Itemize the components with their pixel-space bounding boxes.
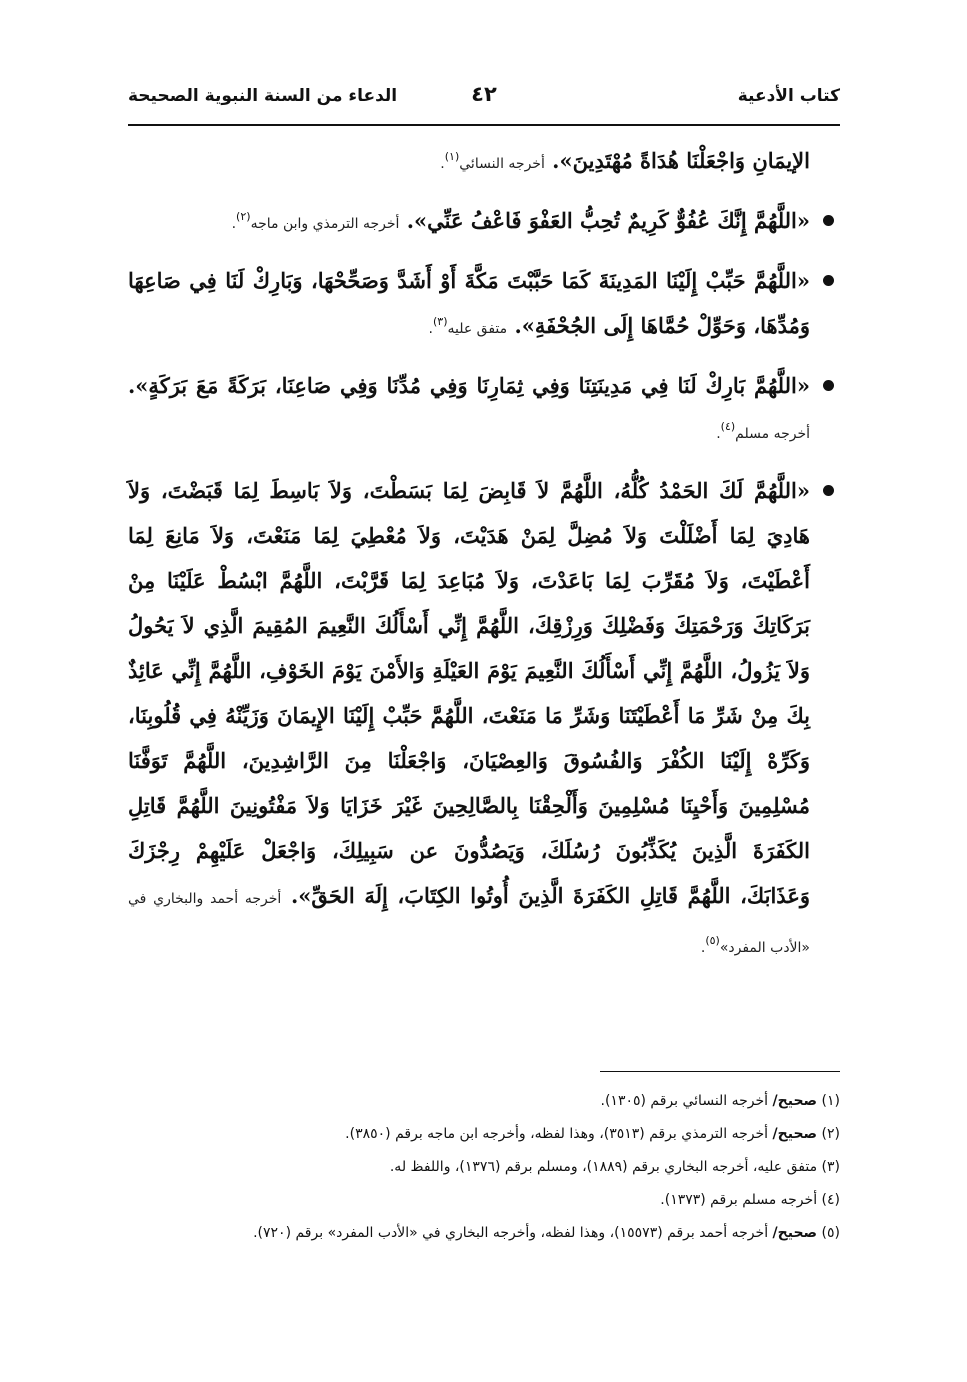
dua-text: «اللَّهُمَّ حَبِّبْ إِلَيْنَا المَدِينَةَ كَمَا حَبَّبْتَ مَكَّةَ أَوْ أَشَدَّ وَصَحِّحْهَا، وَبَارِكْ لَنَا فِي صَاعِهَا وَمُدِّهَا، وَحَوِّلْ حُمَّاهَا إِلَى الجُحْفَةِ». [128,268,810,338]
footnote-ref: (٣) [432,315,448,328]
running-title: الدعاء من السنة النبوية الصحيحة [128,86,398,106]
dua-text: «اللَّهُمَّ بَارِكْ لَنَا فِي مَدِينَتِنَا وَفِي ثِمَارِنَا وَفِي مُدِّنَا وَفِي صَاعِنَا، بَرَكَةً مَعَ بَرَكَةٍ». [128,373,810,398]
footnote-ref: (١) [444,150,460,163]
source-attribution: متفق عليه [447,321,508,337]
footnote-text: أخرجه الترمذي برقم (٣٥١٣)، وهذا لفظه، وأخرجه ابن ماجه برقم (٣٨٥٠). [345,1126,769,1142]
header-divider [128,124,840,126]
footnote-number: (٣) [821,1159,840,1175]
footnote [128,1152,840,1182]
footnote-text: أخرجه مسلم برقم (١٣٧٣). [660,1192,818,1208]
footnote-text: متفق عليه، أخرجه البخاري برقم (١٨٨٩)، ومسلم برقم (١٣٧٦)، واللفظ له. [389,1159,818,1175]
bullet-icon [823,275,834,286]
dua-text: «اللَّهُمَّ إِنَّكَ عُفُوٌّ كَرِيمٌ تُحِبُّ العَفْوَ فَاعْفُ عَنِّي». [406,208,810,233]
source-attribution: أخرجه النسائي [459,156,545,172]
source-attribution: أخرجه مسلم [735,426,810,442]
bullet-icon [823,380,834,391]
bullet-icon [823,215,834,226]
footnote-text: أخرجه النسائي برقم (١٣٠٥). [600,1093,769,1109]
footnote-text: أخرجه أحمد برقم (١٥٥٧٣)، وهذا لفظه، وأخرجه البخاري في «الأدب المفرد» برقم (٧٢٠). [253,1225,769,1241]
dua-item: «اللَّهُمَّ لَكَ الحَمْدُ كُلُّهُ، اللَّهُمَّ لاَ قَابِضَ لِمَا بَسَطْتَ، وَلاَ بَاسِطَ لِمَا قَبَضْتَ، وَلاَ هَادِيَ لِمَا أَضْلَلْتَ وَلاَ مُضِلَّ لِمَنْ هَدَيْتَ، وَلاَ مُعْطِيَ لِمَا مَنَعْتَ، وَلاَ مَانِعَ لِمَا أَعْطَيْتَ، وَلاَ مُقَرِّبَ لِمَا بَاعَدْتَ، وَلاَ مُبَاعِدَ لِمَا قَرَّبْتَ، اللَّهُمَّ ابْسُطْ عَلَيْنَا مِنْ بَرَكَاتِكَ وَرَحْمَتِكَ وَفَضْلِكَ وَرِزْقِكَ، اللَّهُمَّ إِنِّي أَسْأَلُكَ النَّعِيمَ المُقِيمَ الَّذِي لاَ يَحُولُ وَلاَ يَزُولُ، اللَّهُمَّ إِنِّي أَسْأَلُكَ النَّعِيمَ يَوْمَ العَيْلَةِ وَالأَمْنَ يَوْمَ الخَوْفِ، اللَّهُمَّ إِنِّي عَائِذٌ بِكَ مِنْ شَرِّ مَا أَعْطَيْتَنَا وَشَرِّ مَا مَنَعْتَ، اللَّهُمَّ حَبِّبْ إِلَيْنَا الإِيمَانَ وَزَيِّنْهُ فِي قُلُوبِنَا، وَكَرِّهْ إِلَيْنَا الكُفْرَ وَالفُسُوقَ وَالعِصْيَانَ، وَاجْعَلْنَا مِنَ الرَّاشِدِينَ، اللَّهُمَّ تَوَفَّنَا مُسْلِمِينَ وَأَحْيِنَا مُسْلِمِينَ وَأَلْحِقْنَا بِالصَّالِحِينَ غَيْرَ خَزَايَا وَلاَ مَفْتُونِينَ اللَّهُمَّ قَاتِلِ الكَفَرَةَ الَّذِينَ يُكَذِّبُونَ رُسُلَكَ، وَيَصُدُّونَ عن سَبِيلِكَ، وَاجْعَلْ عَلَيْهِمْ رِجْزَكَ وَعَذَابَكَ، اللَّهُمَّ قَاتِلِ الكَفَرَةَ الَّذِينَ أُوتُوا الكِتَابَ، إِلَهَ الحَقِّ». أخرجه أحمد والبخاري في «الأدب المفرد»$^{(٥)}$. [128,468,840,971]
bullet-icon [823,485,834,496]
dua-text: الإيمَانِ وَاجْعَلْنَا هُدَاةً مُهْتَدِينَ». [552,148,810,173]
dua-text: «اللَّهُمَّ لَكَ الحَمْدُ كُلُّهُ، اللَّهُمَّ لاَ قَابِضَ لِمَا بَسَطْتَ، وَلاَ بَاسِطَ لِمَا قَبَضْتَ، وَلاَ هَادِيَ لِمَا أَضْلَلْتَ وَلاَ مُضِلَّ لِمَنْ هَدَيْتَ، وَلاَ مُعْطِيَ لِمَا مَنَعْتَ، وَلاَ مَانِعَ لِمَا أَعْطَيْتَ، وَلاَ مُقَرِّبَ لِمَا بَاعَدْتَ، وَلاَ مُبَاعِدَ لِمَا قَرَّبْتَ، اللَّهُمَّ ابْسُطْ عَلَيْنَا مِنْ بَرَكَاتِكَ وَرَحْمَتِكَ وَفَضْلِكَ وَرِزْقِكَ، اللَّهُمَّ إِنِّي أَسْأَلُكَ النَّعِيمَ المُقِيمَ الَّذِي لاَ يَحُولُ وَلاَ يَزُولُ، اللَّهُمَّ إِنِّي أَسْأَلُكَ النَّعِيمَ يَوْمَ العَيْلَةِ وَالأَمْنَ يَوْمَ الخَوْفِ، اللَّهُمَّ إِنِّي عَائِذٌ بِكَ مِنْ شَرِّ مَا أَعْطَيْتَنَا وَشَرِّ مَا مَنَعْتَ، اللَّهُمَّ حَبِّبْ إِلَيْنَا الإِيمَانَ وَزَيِّنْهُ فِي قُلُوبِنَا، وَكَرِّهْ إِلَيْنَا الكُفْرَ وَالفُسُوقَ وَالعِصْيَانَ، وَاجْعَلْنَا مِنَ الرَّاشِدِينَ، اللَّهُمَّ تَوَفَّنَا مُسْلِمِينَ وَأَحْيِنَا مُسْلِمِينَ وَأَلْحِقْنَا بِالصَّالِحِينَ غَيْرَ خَزَايَا وَلاَ مَفْتُونِينَ اللَّهُمَّ قَاتِلِ الكَفَرَةَ الَّذِينَ يُكَذِّبُونَ رُسُلَكَ، وَيَصُدُّونَ عن سَبِيلِكَ، وَاجْعَلْ عَلَيْهِمْ رِجْزَكَ وَعَذَابَكَ، اللَّهُمَّ قَاتِلِ الكَفَرَةَ الَّذِينَ أُوتُوا الكِتَابَ، إِلَهَ الحَقِّ». [128,478,811,908]
footnote-ref: (٢) [236,210,251,223]
footnotes [128,1086,840,1251]
continued-paragraph: الإيمَانِ وَاجْعَلْنَا هُدَاةً مُهْتَدِينَ». أخرجه النسائي$^{(١)}$. [440,148,810,173]
body-text [128,138,840,982]
page-header [128,82,840,122]
dua-item: «اللَّهُمَّ بَارِكْ لَنَا فِي مَدِينَتِنَا وَفِي ثِمَارِنَا وَفِي مُدِّنَا وَفِي صَاعِنَا، بَرَكَةً مَعَ بَرَكَةٍ». أخرجه مسلم$^{(٤)}$. [128,363,840,457]
book-title: كتاب الأدعية [737,86,840,106]
hadith-grade: صحيح/ [772,1126,818,1142]
footnote-number: (٢) [821,1126,840,1142]
dua-item: «اللَّهُمَّ حَبِّبْ إِلَيْنَا المَدِينَةَ كَمَا حَبَّبْتَ مَكَّةَ أَوْ أَشَدَّ وَصَحِّحْهَا، وَبَارِكْ لَنَا فِي صَاعِهَا وَمُدِّهَا، وَحَوِّلْ حُمَّاهَا إِلَى الجُحْفَةِ». متفق عليه$^{(٣)}$. [128,258,840,352]
footnote [128,1119,840,1149]
footnote [128,1185,840,1215]
footnote [128,1218,840,1248]
footnote-ref: (٥) [705,934,720,947]
source-attribution: أخرجه أحمد والبخاري في «الأدب المفرد» [128,891,810,956]
dua-item: «اللَّهُمَّ إِنَّكَ عُفُوٌّ كَرِيمٌ تُحِبُّ العَفْوَ فَاعْفُ عَنِّي». أخرجه الترمذي وابن ماجه$^{(٢)}$. [128,198,840,247]
hadith-grade: صحيح/ [772,1225,818,1241]
page-number: ٤٢ [471,82,497,106]
footnote-number: (٥) [821,1225,840,1241]
source-attribution: أخرجه الترمذي وابن ماجه [250,216,400,232]
footnote-number: (٤) [821,1192,840,1208]
hadith-grade: صحيح/ [772,1093,818,1109]
footnote [128,1086,840,1116]
footnote-divider [600,1071,840,1072]
footnote-ref: (٤) [720,420,736,433]
footnote-number: (١) [821,1093,840,1109]
